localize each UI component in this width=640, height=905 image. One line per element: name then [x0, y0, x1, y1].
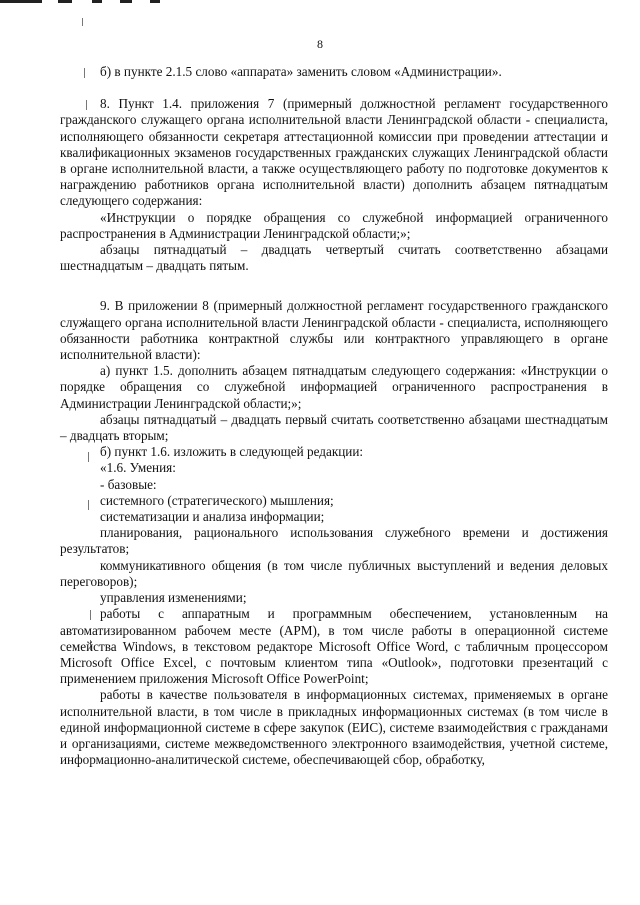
paragraph: 9. В приложении 8 (примерный должностной регламент государственного гражданского служащего органа исполнительной власти Ленинградской области - специалиста, исполняющего обязанности работника контрактной службы или контрактного управляющего в органе исполнительной власти):	[60, 298, 608, 363]
paragraph: работы в качестве пользователя в информационных системах, применяемых в органе исполнительной власти, в том числе в прикладных информационных системах (в том числе в единой информационной системе в сфере закупок (ЕИС), системе взаимодействия с гражданами и организациями, системе межведомственного электронного взаимодействия, учетной системе, информационно-аналитической системе, обеспечивающей сбор, обработку,	[60, 687, 608, 768]
paragraph: абзацы пятнадцатый – двадцать первый считать соответственно абзацами шестнадцатым – двадцать вторым;	[60, 411, 608, 444]
paragraph-gap	[60, 80, 608, 96]
paragraph-gap	[60, 290, 608, 298]
paragraph: 8. Пункт 1.4. приложения 7 (примерный должностной регламент государственного гражданского служащего органа исполнительной власти Ленинградской области - специалиста, исполняющего обязанности секретаря аттестационной комиссии при проведении аттестации и квалификационных экзаменов государственных гражданских служащих Ленинградской области в органе исполнительной власти, а также осуществляющего работу по подготовке документов к награждению работников органа исполнительной власти) дополнить абзацем пятнадцатым следующего содержания:	[60, 96, 608, 209]
paragraph: «1.6. Умения:	[100, 460, 176, 476]
paragraph: а) пункт 1.5. дополнить абзацем пятнадцатым следующего содержания: «Инструкции о порядке обращения со служебной информацией ограниченного распространения в Администрации Ленинградской области;»;	[60, 363, 608, 411]
scan-artifact-bar	[150, 0, 160, 3]
paragraph: работы с аппаратным и программным обеспечением, установленным на автоматизированном рабочем месте (АРМ), в том числе работы в операционной системе семейства Windows, в текстовом редакторе Microsoft Office Word, с табличным процессором Microsoft Office Excel, с почтовым клиентом типа «Outlook», подготовки презентаций с применением приложения Microsoft Office PowerPoint;	[60, 606, 608, 687]
page-number: 8	[317, 37, 323, 51]
scan-artifact-bar	[0, 0, 42, 3]
paragraph: систематизации и анализа информации;	[100, 509, 325, 525]
scan-artifact-bar	[120, 0, 132, 3]
paragraph: системного (стратегического) мышления;	[100, 492, 334, 508]
scan-artifact-bar	[58, 0, 72, 3]
paragraph: - базовые:	[100, 476, 157, 492]
paragraph-gap	[60, 274, 608, 290]
paragraph: абзацы пятнадцатый – двадцать четвертый считать соответственно абзацами шестнадцатым – двадцать пятым.	[60, 242, 608, 274]
scan-artifact-bar	[92, 0, 102, 3]
paragraph: коммуникативного общения (в том числе публичных выступлений и ведения деловых переговоров);	[60, 557, 608, 589]
paragraph: б) в пункте 2.1.5 слово «аппарата» заменить словом «Администрации».	[100, 64, 502, 79]
paragraph: б) пункт 1.6. изложить в следующей редакции:	[100, 444, 364, 460]
margin-mark	[82, 18, 83, 26]
document-body	[60, 64, 608, 768]
paragraph: управления изменениями;	[100, 590, 247, 606]
paragraph: планирования, рационального использования служебного времени и достижения результатов;	[60, 525, 608, 557]
paragraph: «Инструкции о порядке обращения со служебной информацией ограниченного распространения в Администрации Ленинградской области;»;	[60, 209, 608, 241]
